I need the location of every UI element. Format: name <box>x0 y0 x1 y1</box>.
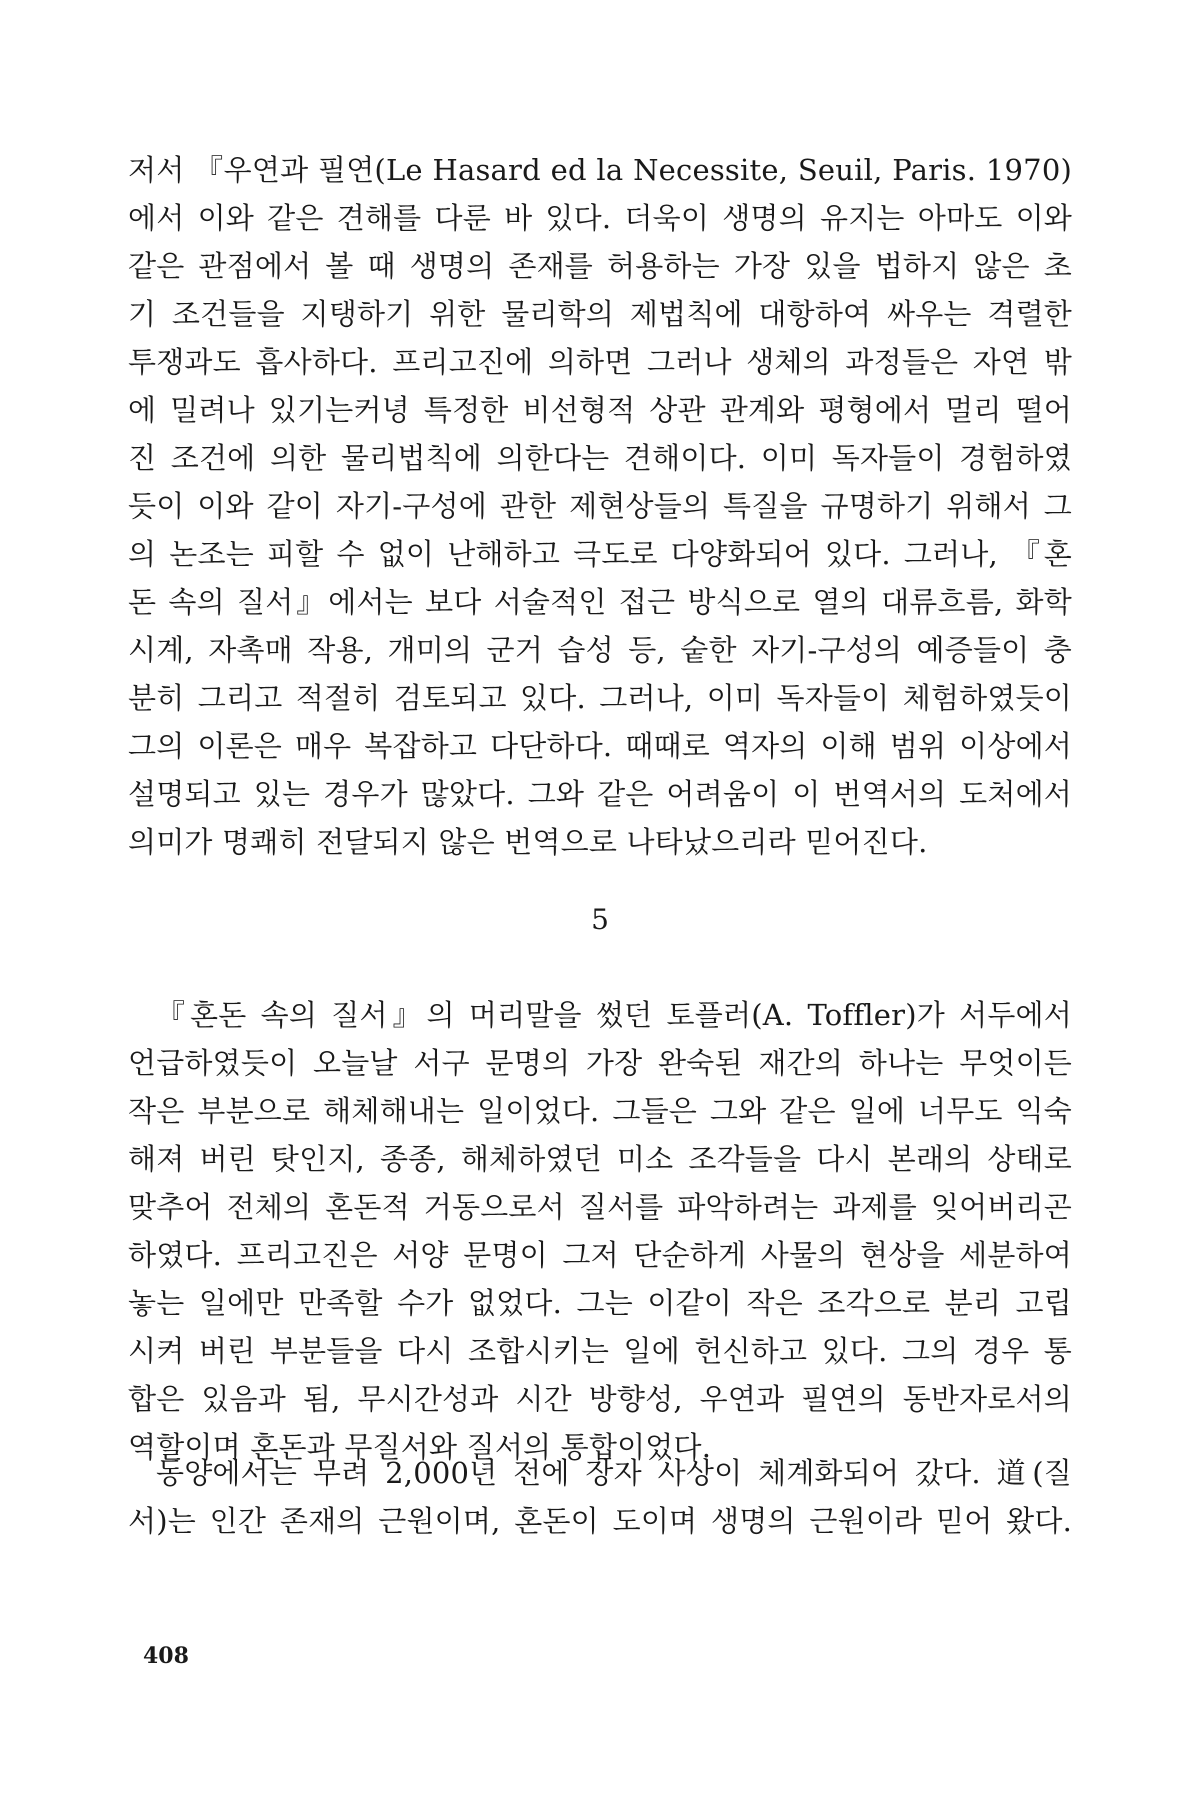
page-number: 408 <box>143 1643 189 1669</box>
text-line: 해져 버린 탓인지, 종종, 해체하였던 미소 조각들을 다시 본래의 상태로 <box>128 1142 1072 1176</box>
text-line: 맞추어 전체의 혼돈적 거동으로서 질서를 파악하려는 과제를 잊어버리곤 <box>128 1190 1072 1224</box>
text-line: 분히 그리고 적절히 검토되고 있다. 그러나, 이미 독자들이 체험하였듯이 <box>128 681 1072 715</box>
text-line: 의 논조는 피할 수 없이 난해하고 극도로 다양화되어 있다. 그러나, 『혼 <box>128 537 1072 571</box>
text-line: 의미가 명쾌히 전달되지 않은 번역으로 나타났으리라 믿어진다. <box>128 825 928 859</box>
text-line: 설명되고 있는 경우가 많았다. 그와 같은 어려움이 이 번역서의 도처에서 <box>128 777 1072 811</box>
text-line: 에서 이와 같은 견해를 다룬 바 있다. 더욱이 생명의 유지는 아마도 이와 <box>128 201 1072 235</box>
section-number: 5 <box>591 903 609 936</box>
text-line: 『혼돈 속의 질서』의 머리말을 썼던 토플러(A. Toffler)가 서두에서 <box>156 998 1072 1032</box>
text-line: 역할이며 혼돈과 무질서와 질서의 통합이었다. <box>128 1430 712 1464</box>
text-line: 작은 부분으로 해체해내는 일이었다. 그들은 그와 같은 일에 너무도 익숙 <box>128 1094 1072 1128</box>
text-line: 같은 관점에서 볼 때 생명의 존재를 허용하는 가장 있을 법하지 않은 초 <box>128 249 1072 283</box>
text-line: 동양에서는 무려 2,000년 전에 장자 사상이 체계화되어 갔다. 道(질 <box>156 1456 1072 1490</box>
paragraph-2 <box>128 991 1072 1471</box>
text-line: 듯이 이와 같이 자기-구성에 관한 제현상들의 특질을 규명하기 위해서 그 <box>128 489 1072 523</box>
text-line: 시계, 자촉매 작용, 개미의 군거 습성 등, 숱한 자기-구성의 예증들이 충 <box>128 633 1072 667</box>
text-line: 하였다. 프리고진은 서양 문명이 그저 단순하게 사물의 현상을 세분하여 <box>128 1238 1072 1272</box>
text-line: 서)는 인간 존재의 근원이며, 혼돈이 도이며 생명의 근원이라 믿어 왔다. <box>128 1504 1072 1538</box>
text-line: 돈 속의 질서』에서는 보다 서술적인 접근 방식으로 열의 대류흐름, 화학 <box>128 585 1072 619</box>
text-line: 에 밀려나 있기는커녕 특정한 비선형적 상관 관계와 평형에서 멀리 떨어 <box>128 393 1072 427</box>
text-line: 시켜 버린 부분들을 다시 조합시키는 일에 헌신하고 있다. 그의 경우 통 <box>128 1334 1072 1368</box>
text-line: 합은 있음과 됨, 무시간성과 시간 방향성, 우연과 필연의 동반자로서의 <box>128 1382 1072 1416</box>
text-line: 언급하였듯이 오늘날 서구 문명의 가장 완숙된 재간의 하나는 무엇이든 <box>128 1046 1072 1080</box>
text-line: 저서 『우연과 필연(Le Hasard ed la Necessite, Seuil, Paris. 1970) <box>128 153 1072 187</box>
text-line: 그의 이론은 매우 복잡하고 다단하다. 때때로 역자의 이해 범위 이상에서 <box>128 729 1072 763</box>
text-line: 진 조건에 의한 물리법칙에 의한다는 견해이다. 이미 독자들이 경험하였 <box>128 441 1072 475</box>
text-line: 기 조건들을 지탱하기 위한 물리학의 제법칙에 대항하여 싸우는 격렬한 <box>128 297 1072 331</box>
text-line: 투쟁과도 흡사하다. 프리고진에 의하면 그러나 생체의 과정들은 자연 밖 <box>128 345 1072 379</box>
text-line: 놓는 일에만 만족할 수가 없었다. 그는 이같이 작은 조각으로 분리 고립 <box>128 1286 1072 1320</box>
paragraph-1 <box>128 146 1072 866</box>
paragraph-3 <box>128 1449 1072 1545</box>
